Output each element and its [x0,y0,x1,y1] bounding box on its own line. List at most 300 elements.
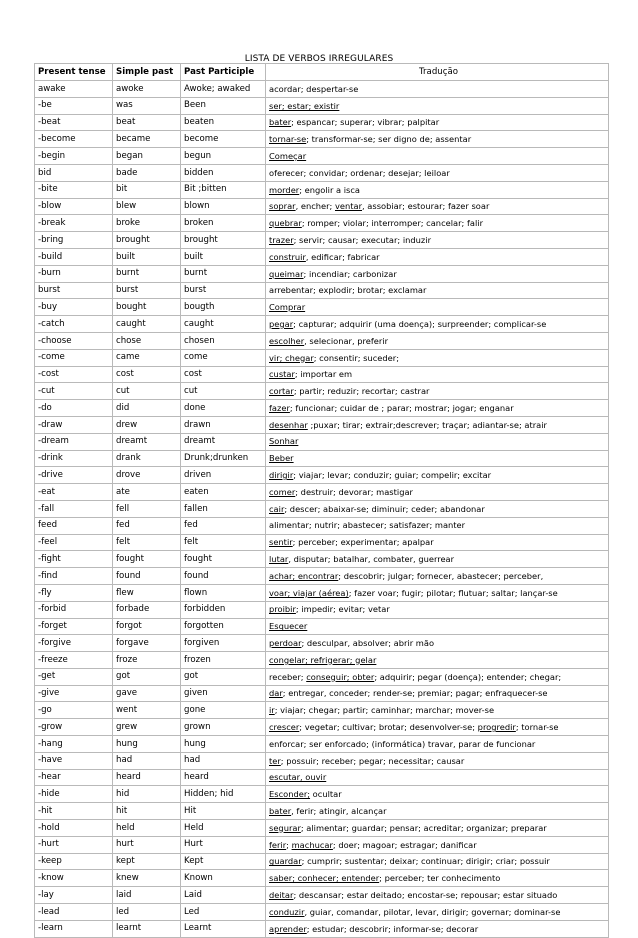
translation-link[interactable]: guardar [269,856,302,867]
table-row [35,484,609,501]
translation-cell [266,400,609,417]
table-row [35,568,609,585]
translation-text: ; servir; causar; executar; induzir [293,234,431,245]
translation-cell [266,282,609,299]
table-row [35,769,609,786]
translation-link[interactable]: queimar [269,268,304,279]
present-tense-cell: -become [35,131,113,148]
simple-past-cell: went [113,702,181,719]
translation-cell [266,820,609,837]
table-row [35,584,609,601]
table-row [35,316,609,333]
table-row [35,467,609,484]
simple-past-cell: drove [113,467,181,484]
past-participle-cell: heard [181,769,266,786]
table-row [35,853,609,870]
past-participle-cell: done [181,400,266,417]
translation-cell [266,551,609,568]
translation-text: arrebentar; explodir; brotar; exclamar [269,285,427,296]
translation-text: alimentar; nutrir; abastecer; satisfazer; manter [269,520,466,531]
translation-link[interactable]: ferir [269,839,287,850]
translation-text: ; possuir; receber; pegar; necessitar; causar [280,755,465,766]
simple-past-cell: fell [113,500,181,517]
simple-past-cell: led [113,904,181,921]
translation-text: ; vegetar; cultivar; brotar; desenvolver-se; [299,722,478,733]
present-tense-cell: -burn [35,265,113,282]
simple-past-cell: hurt [113,836,181,853]
table-row [35,416,609,433]
past-participle-cell: brought [181,232,266,249]
simple-past-cell: broke [113,215,181,232]
translation-cell [266,635,609,652]
translation-link[interactable]: Esquecer [269,621,308,632]
past-participle-cell: Hit [181,803,266,820]
past-participle-cell: Led [181,904,266,921]
simple-past-cell: became [113,131,181,148]
past-participle-cell: Been [181,97,266,114]
translation-text: ; viajar; chegar; partir; caminhar; marchar; mover-se [274,705,495,716]
table-row [35,81,609,98]
translation-cell [266,484,609,501]
present-tense-cell: -dream [35,433,113,450]
translation-link[interactable]: Esconder; [269,789,311,800]
simple-past-cell: fed [113,517,181,534]
translation-cell [266,568,609,585]
present-tense-cell: -blow [35,198,113,215]
translation-cell [266,786,609,803]
present-tense-cell: -find [35,568,113,585]
table-row [35,148,609,165]
translation-text: , disputar; batalhar, combater, guerrear [288,554,455,565]
present-tense-cell: -bite [35,181,113,198]
translation-link[interactable]: tornar-se [269,134,307,145]
simple-past-cell: beat [113,114,181,131]
present-tense-cell: -cost [35,366,113,383]
past-participle-cell: Bit ;bitten [181,181,266,198]
past-participle-cell: burst [181,282,266,299]
translation-text: ; impedir; evitar; vetar [295,604,390,615]
table-row [35,702,609,719]
past-participle-cell: Learnt [181,920,266,937]
present-tense-cell: -lead [35,904,113,921]
simple-past-cell: got [113,668,181,685]
translation-cell [266,164,609,181]
past-participle-cell: got [181,668,266,685]
simple-past-cell: froze [113,652,181,669]
simple-past-cell: ate [113,484,181,501]
translation-link[interactable]: ter [269,755,281,766]
translation-link[interactable]: bater [269,117,292,128]
past-participle-cell: Kept [181,853,266,870]
present-tense-cell: -fly [35,584,113,601]
table-row [35,282,609,299]
past-participle-cell: drawn [181,416,266,433]
present-tense-cell: -be [35,97,113,114]
past-participle-cell: flown [181,584,266,601]
translation-link[interactable]: voar; viajar (aérea) [269,587,349,598]
translation-text: acordar; despertar-se [269,83,359,94]
translation-cell [266,181,609,198]
translation-link[interactable]: deitar [269,890,294,900]
translation-text: ; viajar; levar; conduzir; guiar; compelir; excitar [293,470,492,481]
translation-text: ; consentir; suceder; [313,352,399,363]
table-row [35,534,609,551]
translation-link[interactable]: trazer [269,234,294,245]
past-participle-cell: Known [181,870,266,887]
translation-text: ; destruir; devorar; mastigar [295,486,413,497]
translation-link[interactable]: bater [269,806,292,817]
translation-text: oferecer; convidar; ordenar; desejar; leiloar [269,167,450,178]
simple-past-cell: bought [113,299,181,316]
table-row [35,719,609,736]
past-participle-cell: begun [181,148,266,165]
past-participle-cell: forgiven [181,635,266,652]
translation-link[interactable]: dirigir [269,470,294,481]
simple-past-cell: was [113,97,181,114]
table-row [35,332,609,349]
translation-link[interactable]: desenhar [269,419,308,430]
present-tense-cell: -drive [35,467,113,484]
translation-link[interactable]: Sonhar [269,436,299,447]
translation-cell [266,450,609,467]
present-tense-cell: -hurt [35,836,113,853]
simple-past-cell: heard [113,769,181,786]
translation-text: ocultar [310,789,342,800]
translation-link[interactable]: vir; chegar [269,352,314,363]
verb-table [34,63,609,938]
translation-cell [266,433,609,450]
translation-cell [266,517,609,534]
translation-cell [266,97,609,114]
translation-link[interactable]: dar [269,688,283,699]
header-present-tense: Present tense [35,64,113,81]
translation-cell [266,198,609,215]
translation-cell [266,349,609,366]
translation-link[interactable]: crescer [269,722,300,733]
present-tense-cell: -catch [35,316,113,333]
simple-past-cell: bade [113,164,181,181]
simple-past-cell: came [113,349,181,366]
table-row [35,517,609,534]
translation-link[interactable]: quebrar [269,218,302,229]
translation-text: ; partir; reduzir; recortar; castrar [293,386,430,397]
translation-text: ; incendiar; carbonizar [303,268,397,279]
translation-text: ; adquirir; pegar (doença); entender; chegar; [374,671,562,682]
table-row [35,668,609,685]
translation-link[interactable]: escutar, ouvir [269,772,327,783]
translation-link[interactable]: congelar; refrigerar; gelar [269,654,377,665]
simple-past-cell: drew [113,416,181,433]
translation-text: ; [286,839,292,850]
translation-cell [266,904,609,921]
translation-text: ; fazer voar; fugir; pilotar; flutuar; saltar; lançar-se [348,587,558,598]
simple-past-cell: burst [113,282,181,299]
present-tense-cell: -forget [35,618,113,635]
past-participle-cell: cut [181,383,266,400]
present-tense-cell: -keep [35,853,113,870]
translation-cell [266,769,609,786]
present-tense-cell: -buy [35,299,113,316]
present-tense-cell: -know [35,870,113,887]
translation-text: ; doer; magoar; estragar; danificar [332,839,477,850]
simple-past-cell: learnt [113,920,181,937]
translation-cell [266,736,609,753]
past-participle-cell: caught [181,316,266,333]
translation-link[interactable]: machucar [291,839,333,850]
past-participle-cell: felt [181,534,266,551]
past-participle-cell: eaten [181,484,266,501]
present-tense-cell: -build [35,248,113,265]
present-tense-cell: -drink [35,450,113,467]
present-tense-cell: -draw [35,416,113,433]
table-row [35,870,609,887]
translation-cell [266,215,609,232]
past-participle-cell: become [181,131,266,148]
present-tense-cell: -lay [35,887,113,904]
past-participle-cell: Awoke; awaked [181,81,266,98]
header-simple-past: Simple past [113,64,181,81]
translation-cell [266,81,609,98]
simple-past-cell: burnt [113,265,181,282]
translation-link[interactable]: Beber [269,453,294,464]
table-row [35,97,609,114]
header-past-participle: Past Participle [181,64,266,81]
table-row [35,265,609,282]
translation-link[interactable]: progredir [477,722,516,733]
translation-link[interactable]: conseguir; obter [306,671,375,682]
translation-link[interactable]: fazer [269,402,290,413]
translation-text: ; funcionar; cuidar de ; parar; mostrar; jogar; enganar [289,402,514,413]
translation-cell [266,920,609,937]
past-participle-cell: frozen [181,652,266,669]
past-participle-cell: given [181,685,266,702]
translation-cell [266,534,609,551]
translation-link[interactable]: construir [269,251,306,262]
translation-link[interactable]: morder [269,184,300,195]
table-row [35,887,609,904]
translation-text: ; perceber; ter conhecimento [379,873,501,884]
past-participle-cell: bidden [181,164,266,181]
translation-link[interactable]: ser; estar; existir [269,100,340,111]
simple-past-cell: grew [113,719,181,736]
translation-cell [266,232,609,249]
simple-past-cell: dreamt [113,433,181,450]
table-row [35,131,609,148]
present-tense-cell: -feel [35,534,113,551]
table-row [35,820,609,837]
present-tense-cell: -beat [35,114,113,131]
present-tense-cell: -fight [35,551,113,568]
past-participle-cell: grown [181,719,266,736]
present-tense-cell: -do [35,400,113,417]
simple-past-cell: forbade [113,601,181,618]
simple-past-cell: chose [113,332,181,349]
translation-text: , edificar; fabricar [305,251,380,262]
translation-link[interactable]: saber; conhecer; entender [269,873,380,884]
translation-text: ; engolir a isca [299,184,361,195]
translation-cell [266,752,609,769]
simple-past-cell: gave [113,685,181,702]
present-tense-cell: bid [35,164,113,181]
past-participle-cell: blown [181,198,266,215]
present-tense-cell: burst [35,282,113,299]
past-participle-cell: driven [181,467,266,484]
translation-link[interactable]: conduzir [269,906,305,917]
translation-link[interactable]: Começar [269,150,307,161]
simple-past-cell: found [113,568,181,585]
simple-past-cell: laid [113,887,181,904]
present-tense-cell: -begin [35,148,113,165]
table-row [35,164,609,181]
translation-link[interactable]: segurar [269,822,301,833]
translation-cell [266,500,609,517]
table-row [35,652,609,669]
past-participle-cell: forbidden [181,601,266,618]
translation-text: ; estudar; descobrir; informar-se; decorar [306,923,479,934]
translation-text: ; tornar-se [515,722,559,733]
present-tense-cell: -come [35,349,113,366]
translation-cell [266,366,609,383]
simple-past-cell: had [113,752,181,769]
translation-cell [266,685,609,702]
table-row [35,786,609,803]
translation-cell [266,601,609,618]
translation-link[interactable]: lutar [269,554,289,565]
translation-cell [266,836,609,853]
present-tense-cell: -get [35,668,113,685]
present-tense-cell: -freeze [35,652,113,669]
translation-cell [266,668,609,685]
table-row [35,366,609,383]
translation-link[interactable]: sentir [269,537,293,548]
past-participle-cell: had [181,752,266,769]
present-tense-cell: -break [35,215,113,232]
past-participle-cell: fed [181,517,266,534]
present-tense-cell: -learn [35,920,113,937]
present-tense-cell: -fall [35,500,113,517]
translation-cell [266,584,609,601]
translation-cell [266,332,609,349]
translation-text: , assobiar; estourar; fazer soar [362,201,490,212]
translation-text: ; alimentar; guardar; pensar; acreditar; organizar; preparar [300,822,547,833]
past-participle-cell: dreamt [181,433,266,450]
table-row [35,803,609,820]
translation-text: ; descobrir; julgar; fornecer, abastecer; perceber, [338,570,544,581]
header-traducao: Tradução [266,64,609,81]
past-participle-cell: built [181,248,266,265]
past-participle-cell: gone [181,702,266,719]
present-tense-cell: -bring [35,232,113,249]
translation-cell [266,618,609,635]
translation-text: receber; [269,671,307,682]
table-row [35,349,609,366]
translation-link[interactable]: ventar [334,201,363,212]
simple-past-cell: drank [113,450,181,467]
past-participle-cell: fought [181,551,266,568]
past-participle-cell: Hidden; hid [181,786,266,803]
translation-text: ; desculpar, absolver; abrir mão [301,638,435,649]
translation-cell [266,719,609,736]
past-participle-cell: hung [181,736,266,753]
translation-cell [266,652,609,669]
table-row [35,248,609,265]
translation-text: ; perceber; experimentar; apalpar [292,537,434,548]
past-participle-cell: Laid [181,887,266,904]
translation-link[interactable]: aprender [269,923,307,934]
translation-cell [266,248,609,265]
simple-past-cell: did [113,400,181,417]
present-tense-cell: -have [35,752,113,769]
simple-past-cell: began [113,148,181,165]
table-row [35,920,609,937]
translation-cell [266,870,609,887]
present-tense-cell: -forbid [35,601,113,618]
table-row [35,752,609,769]
simple-past-cell: forgave [113,635,181,652]
translation-text: ; entregar, conceder; render-se; premiar; pagar; enfraquecer-se [282,688,548,699]
translation-text: , selecionar, preferir [304,335,388,346]
translation-link[interactable]: cair [269,503,285,514]
present-tense-cell: awake [35,81,113,98]
table-row [35,450,609,467]
table-row [35,685,609,702]
translation-cell [266,131,609,148]
simple-past-cell: cut [113,383,181,400]
translation-link[interactable]: proibir [269,604,296,615]
translation-link[interactable]: Comprar [269,302,306,313]
simple-past-cell: flew [113,584,181,601]
table-row [35,114,609,131]
table-row [35,383,609,400]
translation-text: ; espancar; superar; vibrar; palpitar [291,117,440,128]
simple-past-cell: hung [113,736,181,753]
past-participle-cell: chosen [181,332,266,349]
translation-link[interactable]: ir [269,705,275,716]
translation-link[interactable]: achar; encontrar [269,570,339,581]
simple-past-cell: hid [113,786,181,803]
present-tense-cell: -hang [35,736,113,753]
present-tense-cell: -give [35,685,113,702]
translation-text: ; romper; violar; interromper; cancelar; falir [301,218,483,229]
table-row [35,601,609,618]
past-participle-cell: Held [181,820,266,837]
past-participle-cell: burnt [181,265,266,282]
simple-past-cell: felt [113,534,181,551]
table-row [35,232,609,249]
past-participle-cell: fallen [181,500,266,517]
translation-link[interactable]: perdoar [269,638,302,649]
translation-link[interactable]: escolher [269,335,305,346]
translation-link[interactable]: soprar [269,201,296,212]
translation-cell [266,148,609,165]
verb-table-body [35,81,609,938]
present-tense-cell: -hide [35,786,113,803]
table-header-row [35,64,609,81]
translation-link[interactable]: comer [269,486,296,497]
translation-link[interactable]: custar [269,369,295,380]
present-tense-cell: -choose [35,332,113,349]
simple-past-cell: fought [113,551,181,568]
translation-link[interactable]: pegar [269,318,294,329]
translation-cell [266,265,609,282]
simple-past-cell: held [113,820,181,837]
translation-cell [266,853,609,870]
table-row [35,181,609,198]
translation-cell [266,803,609,820]
translation-link[interactable]: cortar [269,386,294,397]
table-row [35,551,609,568]
translation-text: ; cumprir; sustentar; deixar; continuar; dirigir; criar; possuir [301,856,550,867]
